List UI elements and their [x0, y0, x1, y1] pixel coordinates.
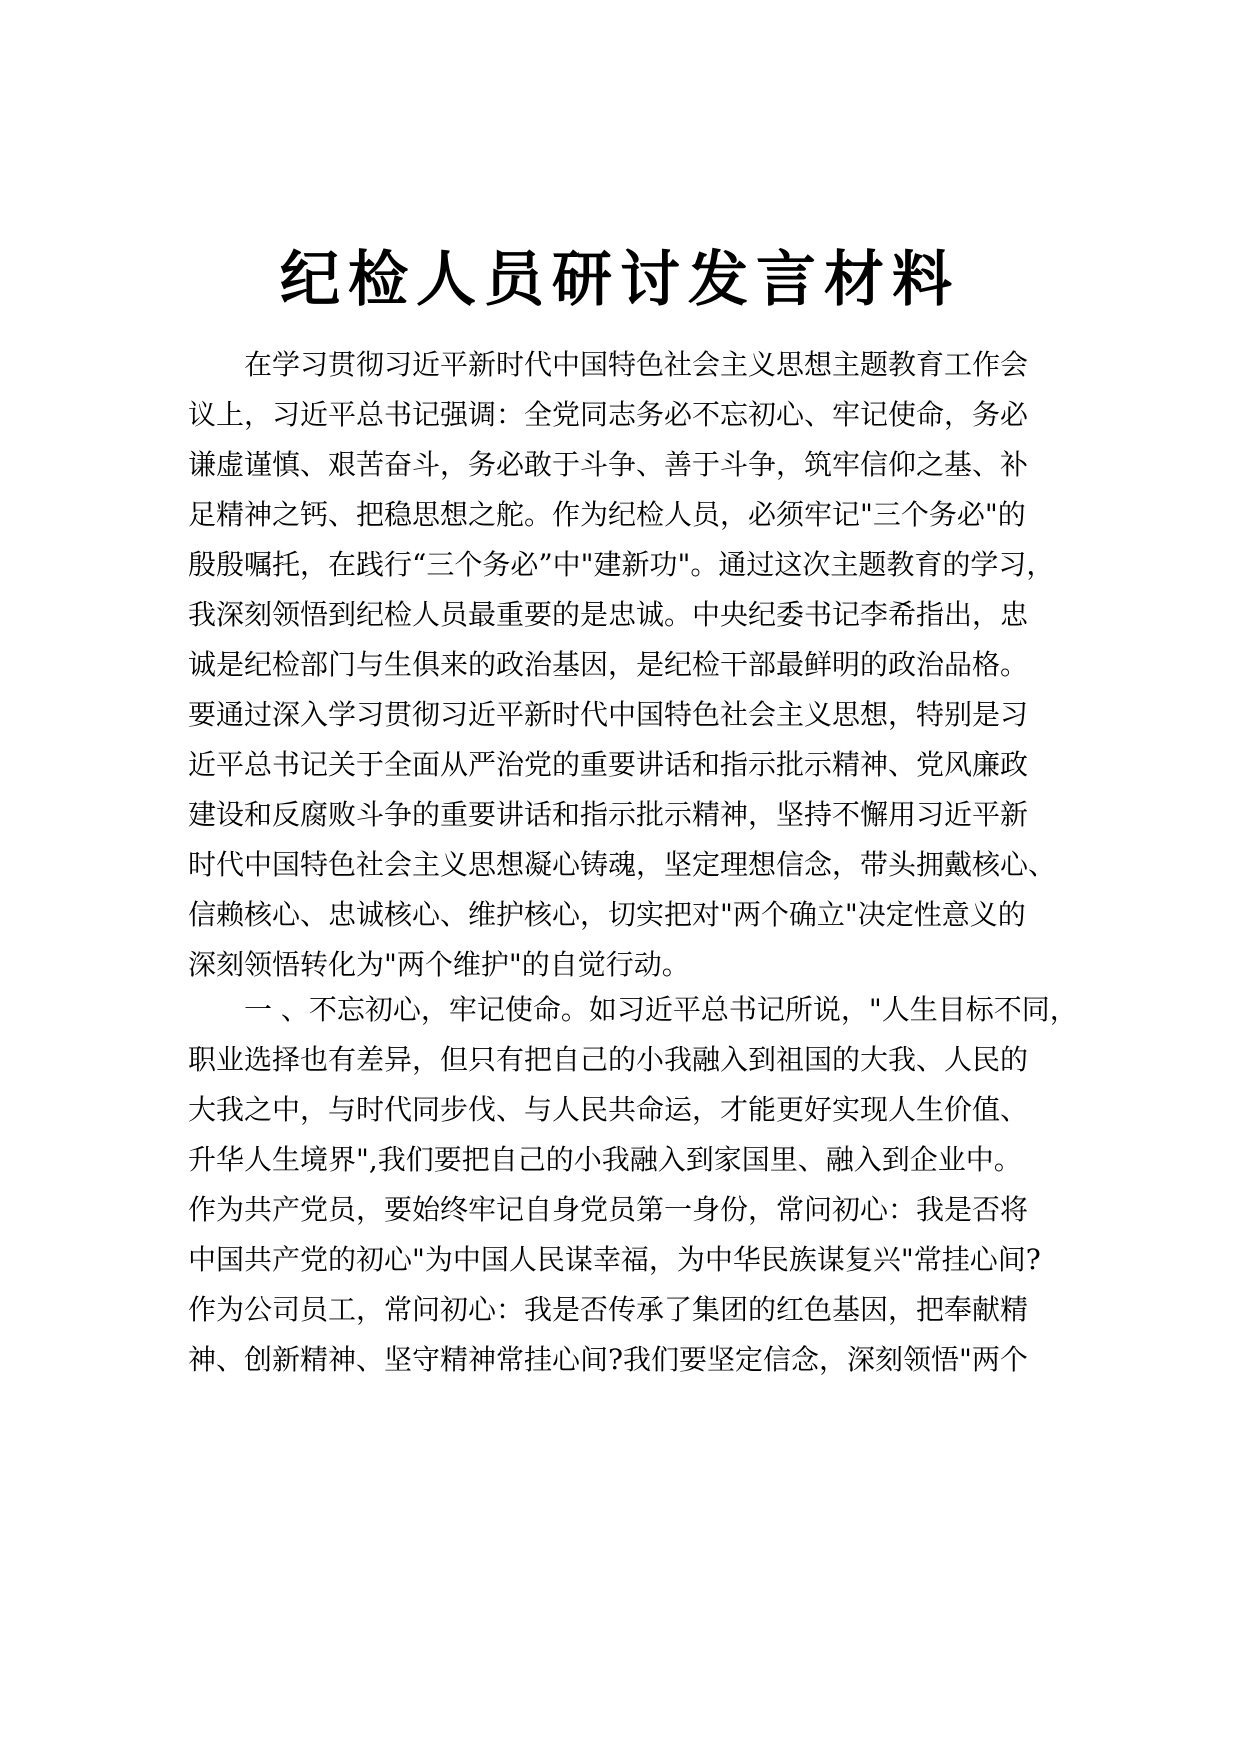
paragraph-line: 要通过深入学习贯彻习近平新时代中国特色社会主义思想，特别是习 [188, 698, 1029, 731]
paragraph-section-one [188, 985, 1078, 1385]
paragraph-line: 大我之中，与时代同步伐、与人民共命运，才能更好实现人生价值、 [188, 1093, 1029, 1126]
paragraph-line: 近平总书记关于全面从严治党的重要讲话和指示批示精神、党风廉政 [188, 748, 1029, 781]
paragraph-line: 职业选择也有差异，但只有把自己的小我融入到祖国的大我、人民的 [188, 1043, 1029, 1076]
paragraph-line: 议上，习近平总书记强调：全党同志务必不忘初心、牢记使命，务必 [188, 398, 1029, 431]
paragraph-line: 时代中国特色社会主义思想凝心铸魂，坚定理想信念，带头拥戴核心、 [188, 848, 1057, 881]
paragraph-line: 作为公司员工，常问初心：我是否传承了集团的红色基因，把奉献精 [188, 1293, 1029, 1326]
paragraph-line: 一 、不忘初心，牢记使命。如习近平总书记所说，"人生目标不同， [244, 993, 1078, 1026]
paragraph-line: 谦虚谨慎、艰苦奋斗，务必敢于斗争、善于斗争，筑牢信仰之基、补 [188, 448, 1029, 481]
paragraph-line: 建设和反腐败斗争的重要讲话和指示批示精神，坚持不懈用习近平新 [188, 798, 1029, 831]
paragraph-line: 作为共产党员，要始终牢记自身党员第一身份，常问初心：我是否将 [188, 1193, 1029, 1226]
paragraph-line: 神、创新精神、坚守精神常挂心间?我们要坚定信念，深刻领悟"两个 [188, 1343, 1028, 1376]
paragraph-intro [188, 340, 1068, 990]
paragraph-line: 升华人生境界",我们要把自己的小我融入到家国里、融入到企业中。 [188, 1143, 1022, 1176]
paragraph-line: 在学习贯彻习近平新时代中国特色社会主义思想主题教育工作会 [244, 348, 1029, 381]
document-title: 纪检人员研讨发言材料 [280, 245, 960, 315]
paragraph-line: 信赖核心、忠诚核心、维护核心，切实把对"两个确立"决定性意义的 [188, 898, 1026, 931]
paragraph-line: 诚是纪检部门与生俱来的政治基因，是纪检干部最鲜明的政治品格。 [188, 648, 1029, 681]
paragraph-line: 深刻领悟转化为"两个维护"的自觉行动。 [188, 948, 690, 981]
paragraph-line: 足精神之钙、把稳思想之舵。作为纪检人员，必须牢记"三个务必"的 [188, 498, 1026, 531]
paragraph-line: 殷殷嘱托，在践行“三个务必”中"建新功"。通过这次主题教育的学习， [188, 548, 1055, 581]
paragraph-line: 中国共产党的初心"为中国人民谋幸福，为中华民族谋复兴"常挂心间? [188, 1243, 1041, 1276]
paragraph-line: 我深刻领悟到纪检人员最重要的是忠诚。中央纪委书记李希指出，忠 [188, 598, 1029, 631]
